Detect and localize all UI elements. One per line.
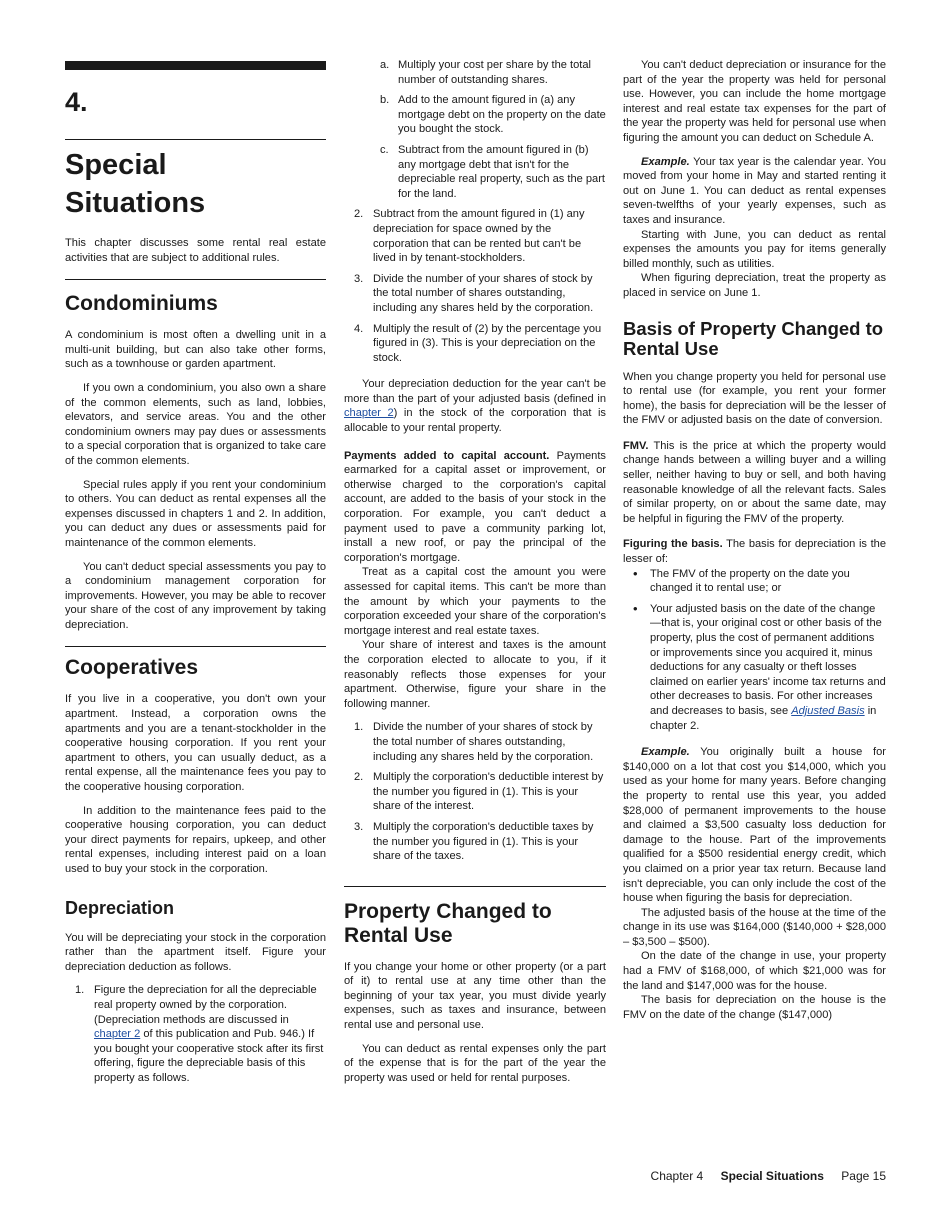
list-item	[344, 93, 606, 137]
share-steps	[344, 720, 606, 863]
list-item	[623, 602, 886, 733]
text: ) in the stock of the corporation that is allocable to your rental property.	[344, 407, 606, 435]
condominiums-paragraph: Special rules apply if you rent your condominium to others. You can deduct as rental expenses all the expenses discussed in chapters 1 and 2. In addition, you can deduct any dues or assessments paid for maintenance of the common elements.	[65, 478, 326, 549]
condominiums-paragraph: If you own a condominium, you also own a share of the common elements, such as land, lobbies, elevators, and service areas. You and the other condominium owners may pay dues or assessments to a special corporation that is organized to take care of the common elements.	[65, 381, 326, 467]
divider	[65, 139, 326, 140]
list-number: 2.	[354, 208, 364, 221]
capital-account-paragraph	[344, 449, 606, 566]
example-label: Example.	[641, 746, 690, 759]
text: Payments earmarked for a capital asset or improvement, or otherwise charged to the corporation's capital account, are added to the basis of your stock in the corporation. For example, you can't deduct a payment used to pave a community parking lot, install a new roof, or pay the principal of the corporation's mortgage.	[344, 449, 606, 564]
list-item	[344, 143, 606, 201]
cooperatives-heading: Cooperatives	[65, 656, 199, 680]
capital-account-paragraph: Your share of interest and taxes is the amount the corporation elected to allocate to you, if it reasonably reflects those expenses for your apartment. Otherwise, figure your share in the following manner.	[344, 639, 606, 710]
footer-chapter: Chapter 4	[650, 1169, 704, 1183]
depreciation-substeps	[344, 58, 606, 201]
list-item	[344, 207, 606, 265]
list-item-text: Divide the number of your shares of stock by the total number of shares outstanding, including any shares held by the corporation.	[373, 272, 594, 314]
list-letter: a.	[380, 59, 390, 71]
list-item-text: The FMV of the property on the date you changed it to rental use; or	[650, 567, 850, 595]
depreciation-paragraph: You will be depreciating your stock in the corporation rather than the apartment itself. Figure your depreciation deduction as follows.	[65, 931, 326, 973]
example-label: Example.	[641, 155, 690, 168]
chapter-number: 4.	[65, 87, 88, 117]
capital-account-paragraph: Treat as a capital cost the amount you were assessed for capital items. This can't be more than the amount by which your payments to the corporation exceeded your share of the corporation's mortgage interest and real estate taxes.	[344, 566, 606, 637]
text: Your depreciation deduction for the year can't be more than the part of your adjusted basis (defined in	[344, 378, 606, 405]
list-number: 3.	[354, 820, 364, 833]
list-number: 1.	[354, 721, 364, 734]
property-changed-paragraph: You can't deduct depreciation or insurance for the part of the year the property was held for personal use. However, you can include the home mortgage interest and real estate tax expenses for the part of the year the property was held for personal use when figuring the amount you can deduct on Schedule A.	[623, 59, 886, 144]
example-paragraph: Starting with June, you can deduct as rental expenses the amounts you pay for items generally billed monthly, such as utilities.	[623, 228, 886, 270]
chapter-title-line1: Special	[65, 149, 167, 181]
list-item-text: Divide the number of your shares of stock by the total number of shares outstanding, including any shares held by the corporation.	[373, 721, 594, 763]
depreciation-heading: Depreciation	[65, 897, 175, 918]
adjusted-basis-link[interactable]: Adjusted Basis	[791, 704, 865, 717]
run-in-heading: Figuring the basis.	[623, 538, 723, 551]
basis-heading: Basis of Property Changed to Rental Use	[623, 317, 884, 359]
bullet: •	[633, 600, 638, 616]
divider	[65, 646, 326, 647]
example-paragraph	[623, 745, 886, 906]
text: The basis for depreciation is the lesser of:	[623, 538, 886, 566]
page-footer	[637, 1169, 886, 1184]
column-right	[623, 58, 886, 1022]
list-item-text: Add to the amount figured in (a) any mortgage debt on the property on the date you bought the stock.	[398, 94, 606, 136]
footer-title: Special Situations	[720, 1169, 824, 1183]
condominiums-paragraph: A condominium is most often a dwelling unit in a multi-unit building, but can also take other forms, such as a townhouse or garden apartment.	[65, 329, 326, 371]
list-number: 2.	[354, 771, 364, 784]
cooperatives-paragraph: If you live in a cooperative, you don't own your apartment. Instead, a corporation owns the apartments and you are a tenant-stockholder in the cooperative housing corporation. If you rent your apartment to others, you can usually deduct, as a rental expense, all the maintenance fees you pay to the cooperative housing corporation.	[65, 693, 326, 794]
example-paragraph: On the date of the change in use, your property had a FMV of $168,000, of which $21,000 was for the land and $147,000 was for the house.	[623, 950, 886, 992]
example-paragraph: The basis for depreciation on the house is the FMV on the date of the change ($147,000)	[623, 994, 886, 1021]
chapter-title-line2: Situations	[65, 187, 206, 219]
bullet: •	[633, 565, 638, 581]
basis-paragraph: When you change property you held for personal use to rental use (for example, you rent your former home), the basis for depreciation will be the lesser of the FMV or adjusted basis on the date of conversion.	[623, 370, 886, 427]
chapter-2-link[interactable]: chapter 2	[344, 407, 394, 420]
list-number: 1.	[75, 984, 85, 997]
run-in-heading: Payments added to capital account.	[344, 449, 550, 462]
example-paragraph: When figuring depreciation, treat the property as placed in service on June 1.	[623, 272, 886, 299]
list-item	[65, 983, 326, 1085]
example-paragraph: The adjusted basis of the house at the time of the change in its use was $164,000 ($140,000 + $28,000 – $3,500 – $500).	[623, 906, 886, 948]
list-item-text: Multiply your cost per share by the total number of outstanding shares.	[398, 59, 591, 86]
text: You originally built a house for $140,000 on a lot that cost you $14,000, which you used as your home for many years. Before changing the property to rental use this year, you added $28,000 of permanent improvements to the house and claimed a $3,500 casualty loss deduction for damage to the house. Part of the improvements qualified for a $500 residential energy credit, which you claimed on a prior year tax return. Because land isn't depreciable, you can only include the cost of the house when figuring the basis for depreciation.	[623, 746, 886, 905]
list-letter: c.	[380, 143, 389, 156]
list-item-text: Subtract from the amount figured in (b) any mortgage debt that isn't for the depreciable real property, such as the part for the land.	[398, 143, 605, 200]
list-item-text: of this publication and Pub. 946.) If you bought your cooperative stock after its first offering, figure the depreciable basis of this property as follows.	[94, 1028, 324, 1084]
column-middle	[344, 58, 606, 1085]
divider	[65, 279, 326, 280]
list-item-text: Multiply the corporation's deductible interest by the number you figured in (1). This is your share of the interest.	[373, 771, 604, 813]
list-item-text: Multiply the corporation's deductible taxes by the number you figured in (1). This is your share of the taxes.	[373, 820, 594, 863]
condominiums-heading: Condominiums	[65, 292, 218, 316]
chapter-top-bar	[65, 61, 326, 70]
divider	[344, 886, 606, 887]
example-paragraph	[623, 155, 886, 228]
property-changed-heading: Property Changed to Rental Use	[344, 899, 552, 947]
list-item	[344, 272, 606, 316]
list-letter: b.	[380, 94, 390, 107]
depreciation-paragraph	[344, 377, 606, 435]
list-item-text: Subtract from the amount figured in (1) any depreciation for space owned by the corporation that can be rented but can't be lived in by tenant-stockholders.	[373, 208, 585, 265]
text: Your tax year is the calendar year. You moved from your home in May and started renting it out on June 1. You can deduct as rental expenses seven-twelfths of your yearly expenses, such as taxes and insurance.	[623, 155, 886, 226]
list-number: 3.	[354, 272, 364, 285]
list-item-text: Multiply the result of (2) by the percentage you figured in (3). This is your depreciation on the stock.	[373, 322, 602, 364]
list-item	[344, 58, 606, 87]
footer-page-number: Page 15	[841, 1169, 886, 1183]
text: This is the price at which the property would change hands between a willing buyer and a willing seller, neither having to buy or sell, and both having reasonable knowledge of all the relevant facts. Sales of similar property, on or about the same date, may be helpful in figuring the FMV of the property.	[623, 439, 886, 525]
chapter-title	[65, 146, 326, 222]
property-changed-paragraph: You can deduct as rental expenses only the part of the expense that is for the part of the year the property was used or held for rental purposes.	[344, 1042, 606, 1084]
run-in-heading: FMV.	[623, 439, 649, 452]
cooperatives-paragraph: In addition to the maintenance fees paid to the cooperative housing corporation, you can deduct your direct payments for repairs, upkeep, and other rental expenses, including interest paid on a loan used to buy your stock in the corporation.	[65, 804, 326, 875]
depreciation-steps	[65, 983, 326, 1085]
list-item-text: Figure the depreciation for all the depreciable real property owned by the corporation. (Depreciation methods are discussed in	[94, 984, 317, 1026]
depreciation-steps-continued	[344, 207, 606, 365]
chapter-2-link[interactable]: chapter 2	[94, 1028, 141, 1041]
list-item-text: in chapter 2.	[650, 704, 877, 732]
list-item	[623, 567, 886, 596]
property-changed-paragraph: If you change your home or other property (or a part of it) to rental use at any time other than the beginning of your tax year, you must divide yearly expenses, such as taxes and insurance, between rental use and personal use.	[344, 960, 606, 1032]
list-item	[344, 770, 606, 814]
figuring-basis-paragraph	[623, 537, 886, 566]
condominiums-paragraph: You can't deduct special assessments you pay to a condominium management corporation for improvements. However, you may be able to recover your share of the cost of any improvement by taking depreciation.	[65, 560, 326, 631]
list-item-text: Your adjusted basis on the date of the change—that is, your original cost or other basis of the property, plus the cost of permanent additions or improvements since you acquired it, minus deductions for any casualty or theft losses claimed on earlier years' income tax returns and other decreases to basis. For other increases and decreases to basis, see	[650, 602, 886, 717]
chapter-intro: This chapter discusses some rental real estate activities that are subject to additional rules.	[65, 237, 326, 264]
list-item	[344, 720, 606, 764]
list-item	[344, 820, 606, 864]
fmv-paragraph	[623, 439, 886, 527]
list-number: 4.	[354, 322, 364, 335]
list-item	[344, 322, 606, 366]
column-left	[65, 58, 326, 1092]
basis-bullets	[623, 567, 886, 734]
